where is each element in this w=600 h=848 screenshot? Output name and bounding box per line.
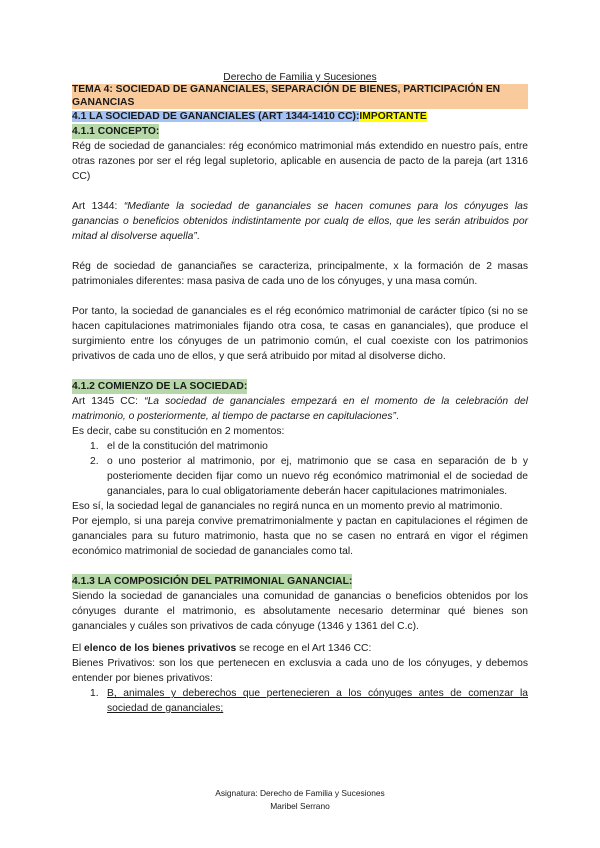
- section-412-title: 4.1.2 COMIENZO DE LA SOCIEDAD:: [72, 381, 248, 392]
- concept-paragraph-2: Rég de sociedad de gananciañes se caracteriza, principalmente, x la formación de 2 masas patrimoniales diferentes: masa pasiva de cada uno de los cónyuges, y una masa común.: [72, 261, 528, 287]
- document-header: Derecho de Familia y Sucesiones: [223, 72, 377, 83]
- elenco-paragraph: El elenco de los bienes privativos se recoge en el Art 1346 CC:: [72, 643, 372, 654]
- start-paragraph-2: Por ejemplo, si una pareja convive prematrimonialmente y pactan en capitulaciones el régimen de gananciales para su futuro matrimonio, hasta que no se casen no entrará en vigor el régimen económico matrimonial de sociedad de gananciales como tal.: [72, 516, 528, 557]
- list-item: 1. el de la constitución del matrimonio: [90, 441, 268, 452]
- footer-author: Maribel Serrano: [270, 801, 330, 811]
- privative-list: [72, 686, 528, 716]
- important-tag: IMPORTANTE: [359, 111, 427, 122]
- art-1344-end: .: [196, 231, 200, 242]
- art-1345-paragraph: [72, 394, 528, 424]
- moments-intro: Es decir, cabe su constitución en 2 momentos:: [72, 426, 285, 437]
- section-413-title: 4.1.3 LA COMPOSICIÓN DEL PATRIMONIAL GANANCIAL:: [72, 576, 353, 587]
- document-page: [72, 71, 528, 716]
- art-1345-quote: “La sociedad de gananciales empezará en el momento de la celebración del matrimonio, o posteriormente, al tiempo de pactarse en capitulaciones”: [72, 396, 528, 422]
- section-41-heading: [72, 109, 528, 124]
- concept-paragraph-1: Rég de sociedad de gananciales: rég económico matrimonial más extendido en nuestro país, entre otras razones por ser el rég legal supletorio, aplicable en ausencia de pacto de la pareja (art 1316 CC): [72, 141, 528, 182]
- footer-subject: Asignatura: Derecho de Familia y Sucesiones: [215, 788, 385, 798]
- list-item: 1. B, animales y deberechos que pertenecieren a los cónyuges antes de comenzar la sociedad de gananciales;: [90, 688, 528, 714]
- composition-paragraph-1: Siendo la sociedad de gananciales una comunidad de ganancias o beneficios obtenidos por los cónyuges durante el matrimonio, es absolutamente necesario determinar qué bienes son gananciales y cuáles son privativos de cada cónyuge (1346 y 1361 del C.c).: [72, 591, 528, 632]
- concept-paragraph-3: Por tanto, la sociedad de gananciales es el rég económico matrimonial de carácter típico (si no se hacen capitulaciones matrimoniales fijando otra cosa, te casas en gananciales), que produce el surgimiento entre los cónyuges de un patrimonio común, el cual coexiste con los patrimonios privativos de cada uno de ellos, y que será atribuido por mitad al disolverse dicho.: [72, 306, 528, 362]
- composition-paragraph-2: Bienes Privativos: son los que pertenecen en exclusvia a cada uno de los cónyuges, y debemos entender por bienes privativos:: [72, 658, 528, 684]
- list-item: 2. o uno posterior al matrimonio, por ej, matrimonio que se casa en separación de b y posteriomente deciden fijar como un nuevo rég económico matrimonial el de sociedad de gananciales, para lo cual obligatoriamente deberán hacer capitulaciones matrimoniales.: [90, 456, 528, 497]
- tema-title: TEMA 4: SOCIEDAD DE GANANCIALES, SEPARACIÓN DE BIENES, PARTICIPACIÓN EN GANANCIAS: [72, 84, 528, 109]
- start-paragraph-1: Eso sí, la sociedad legal de gananciales no regirá nunca en un momento previo al matrimonio.: [72, 501, 503, 512]
- art-1344-paragraph: [72, 199, 528, 244]
- section-411-title: 4.1.1 CONCEPTO:: [72, 126, 160, 137]
- elenco-bold: elenco de los bienes privativos: [84, 643, 237, 654]
- art-1345-label: Art 1345 CC:: [72, 396, 145, 407]
- art-1345-end: .: [395, 411, 399, 422]
- art-1344-label: Art 1344:: [72, 201, 124, 212]
- moments-list: [72, 439, 528, 499]
- page-footer: [0, 787, 600, 813]
- section-41-title: 4.1 LA SOCIEDAD DE GANANCIALES (ART 1344-1410 CC):: [72, 111, 360, 122]
- art-1344-quote: “Mediante la sociedad de gananciales se hacen comunes para los cónyuges las ganancias o beneficios obtenidos indistintamente por cualq de ellos, que les serán atribuidos por mitad al disolverse aquella”: [72, 201, 528, 242]
